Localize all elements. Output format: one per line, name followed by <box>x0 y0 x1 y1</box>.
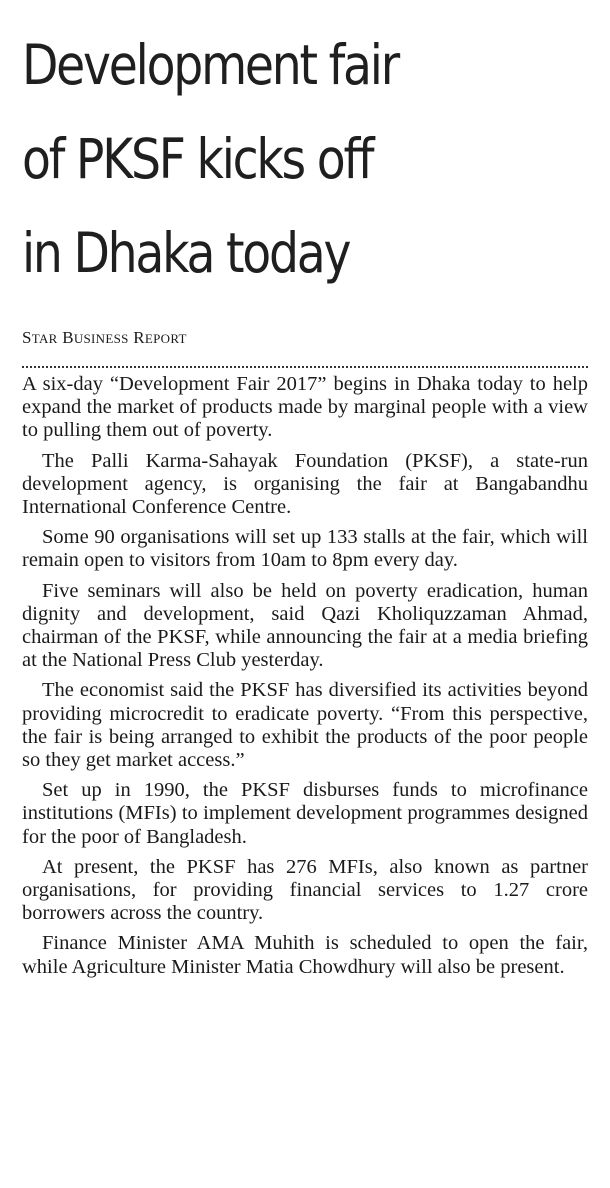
byline-s-rest: TAR <box>31 331 58 346</box>
headline <box>22 0 509 300</box>
byline-b-cap: B <box>62 328 74 347</box>
byline-s-cap: S <box>22 328 32 347</box>
article-body <box>22 373 588 986</box>
byline <box>22 328 187 348</box>
paragraph-7: At present, the PKSF has 276 MFIs, also known as partner organisations, for providing financial services to 1.27 crore borrowers across the country. <box>22 855 588 925</box>
paragraph-3: Some 90 organisations will set up 133 stalls at the fair, which will remain open to visitors from 10am to 8pm every day. <box>22 526 588 572</box>
headline-line-3: in Dhaka today <box>22 221 350 285</box>
headline-line-2: of PKSF kicks off <box>22 127 373 191</box>
paragraph-8: Finance Minister AMA Muhith is scheduled to open the fair, while Agriculture Minister Matia Chowdhury will also be present. <box>22 932 588 978</box>
byline-r-cap: R <box>133 328 145 347</box>
paragraph-5: The economist said the PKSF has diversified its activities beyond providing microcredit to eradicate poverty. “From this perspective, the fair is being arranged to exhibit the products of the poor people so they get market access.” <box>22 679 588 772</box>
headline-line-1: Development fair <box>22 33 398 97</box>
dotted-divider <box>22 366 588 368</box>
byline-r-rest: EPORT <box>144 331 187 346</box>
paragraph-1: A six-day “Development Fair 2017” begins in Dhaka today to help expand the market of products made by marginal people with a view to pulling them out of poverty. <box>22 373 588 442</box>
paragraph-6: Set up in 1990, the PKSF disburses funds to microfinance institutions (MFIs) to implement development programmes designed for the poor of Bangladesh. <box>22 779 588 848</box>
news-article <box>22 0 588 978</box>
paragraph-4: Five seminars will also be held on poverty eradication, human dignity and development, said Qazi Kholiquzzaman Ahmad, chairman of the PKSF, while announcing the fair at a media briefing at the National Press Club yesterday. <box>22 579 588 672</box>
paragraph-2: The Palli Karma-Sahayak Foundation (PKSF), a state-run development agency, is organising the fair at Bangabandhu International Conference Centre. <box>22 449 588 519</box>
byline-b-rest: USINESS <box>73 331 129 346</box>
